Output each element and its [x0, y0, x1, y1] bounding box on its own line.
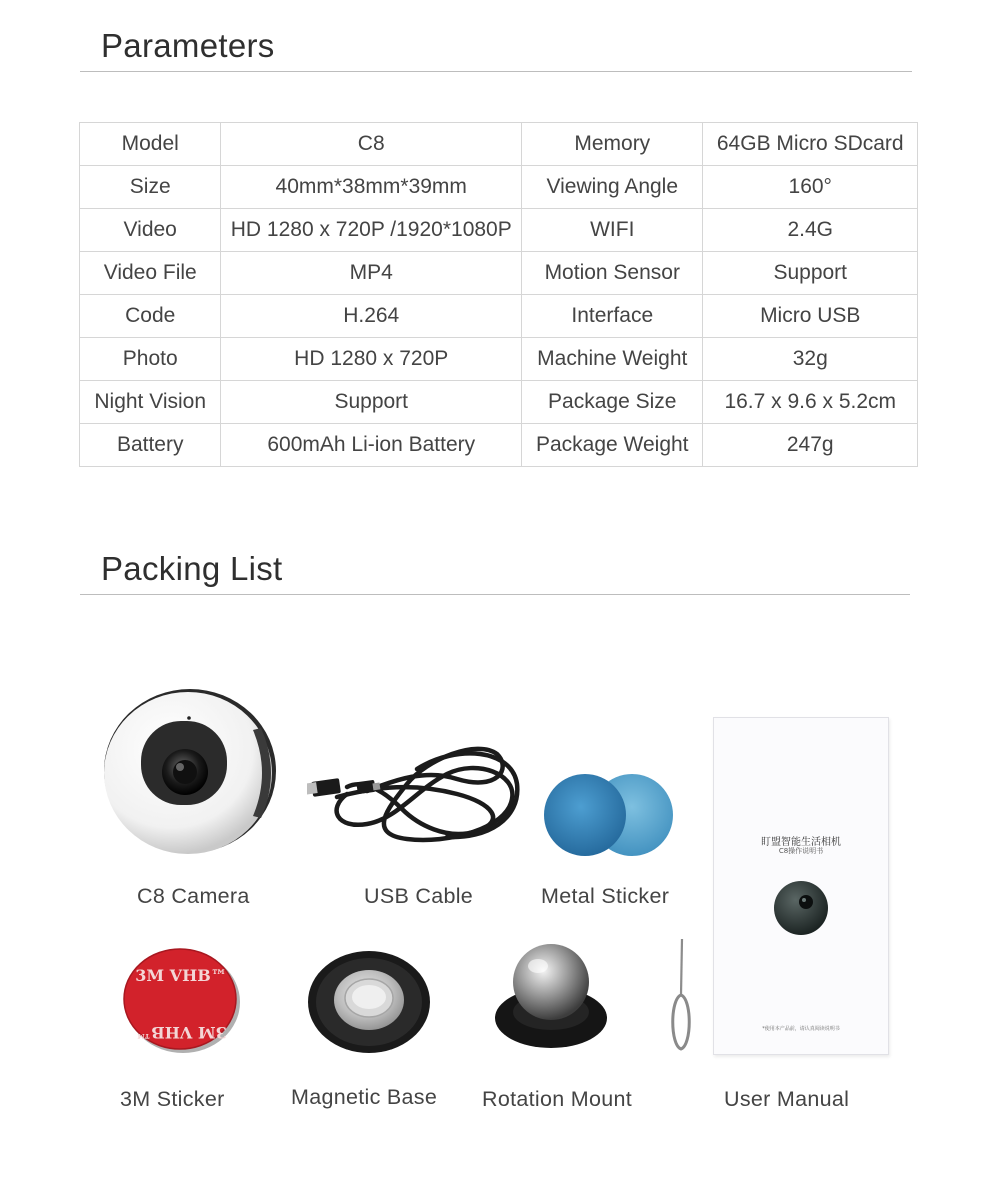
param-value: Micro USB: [703, 295, 918, 338]
param-label: Size: [80, 166, 221, 209]
param-value: H.264: [221, 295, 522, 338]
rotation-mount-image: [494, 940, 612, 1050]
manual-camera-icon: [772, 880, 830, 935]
param-value: HD 1280 x 720P: [221, 338, 522, 381]
metal-sticker-image: [543, 773, 675, 857]
param-value: Support: [221, 381, 522, 424]
param-value: 64GB Micro SDcard: [703, 123, 918, 166]
table-row: [80, 295, 918, 338]
parameters-divider: [80, 71, 912, 72]
caption-rotation-mount: Rotation Mount: [482, 1087, 633, 1111]
usb-cable-image: [307, 739, 527, 851]
param-label: Motion Sensor: [522, 252, 703, 295]
param-value: HD 1280 x 720P /1920*1080P: [221, 209, 522, 252]
param-value: 247g: [703, 424, 918, 467]
param-value: 40mm*38mm*39mm: [221, 166, 522, 209]
table-row: [80, 424, 918, 467]
param-label: Code: [80, 295, 221, 338]
caption-c8-camera: C8 Camera: [137, 884, 250, 908]
table-row: [80, 123, 918, 166]
param-label: Photo: [80, 338, 221, 381]
param-label: Battery: [80, 424, 221, 467]
caption-3m-sticker: 3M Sticker: [120, 1087, 225, 1111]
param-label: Memory: [522, 123, 703, 166]
param-value: Support: [703, 252, 918, 295]
caption-magnetic-base: Magnetic Base: [291, 1085, 438, 1109]
param-label: Video: [80, 209, 221, 252]
caption-usb-cable: USB Cable: [364, 884, 474, 908]
caption-user-manual: User Manual: [724, 1087, 850, 1111]
param-value: C8: [221, 123, 522, 166]
table-row: [80, 381, 918, 424]
sticker-print-bottom: 3M VHB™: [135, 1023, 227, 1042]
sticker-print-top: 3M VHB™: [135, 966, 227, 985]
manual-cover-subtitle: C8操作说明书: [778, 847, 824, 855]
user-manual-image: [713, 717, 889, 1055]
caption-metal-sticker: Metal Sticker: [541, 884, 670, 908]
param-value: 600mAh Li-ion Battery: [221, 424, 522, 467]
parameters-table: [79, 122, 918, 467]
table-row: [80, 166, 918, 209]
table-row: [80, 209, 918, 252]
param-label: WIFI: [522, 209, 703, 252]
packing-list-title: Packing List: [101, 550, 283, 587]
packing-list-divider: [80, 594, 910, 595]
param-label: Interface: [522, 295, 703, 338]
param-value: MP4: [221, 252, 522, 295]
eject-pin-image: [668, 937, 692, 1053]
param-label: Machine Weight: [522, 338, 703, 381]
parameters-title: Parameters: [101, 27, 275, 64]
param-label: Night Vision: [80, 381, 221, 424]
param-value: 32g: [703, 338, 918, 381]
magnetic-base-image: [307, 950, 431, 1054]
manual-cover-title: 盯盟智能生活相机: [761, 837, 841, 848]
param-label: Package Size: [522, 381, 703, 424]
param-label: Video File: [80, 252, 221, 295]
param-label: Model: [80, 123, 221, 166]
3m-sticker-image: [123, 948, 241, 1054]
table-row: [80, 252, 918, 295]
param-label: Viewing Angle: [522, 166, 703, 209]
table-row: [80, 338, 918, 381]
param-value: 160°: [703, 166, 918, 209]
param-label: Package Weight: [522, 424, 703, 467]
param-value: 2.4G: [703, 209, 918, 252]
camera-image: [103, 688, 278, 856]
manual-cover-footer: *使用本产品前，请认真阅读说明书: [762, 1026, 840, 1032]
param-value: 16.7 x 9.6 x 5.2cm: [703, 381, 918, 424]
